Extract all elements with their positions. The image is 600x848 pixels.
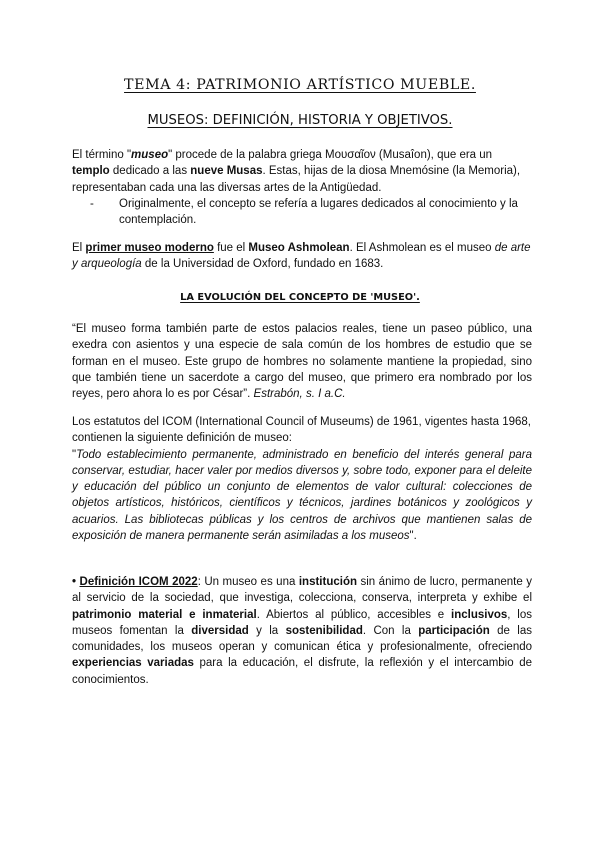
paragraph-text: de las comunidades, los museos operan y comunican ética y profesionalmente, ofreciendo — [72, 624, 533, 654]
primer-museo-term: primer museo moderno — [85, 242, 214, 254]
paragraph-text: . Con la — [362, 624, 419, 637]
museo-ashmolean-term: Museo Ashmolean — [248, 242, 350, 254]
icom-1961-paragraph — [72, 414, 532, 544]
quote-author: Estrabón, s. I a.C. — [253, 388, 346, 401]
paragraph-text: El — [72, 242, 86, 254]
icom-1961-intro: Los estatutos del ICOM (International Council of Museums) de 1961, vigentes hasta 1968, contienen la siguiente definición de museo: — [72, 416, 531, 445]
list-item-text: Originalmente, el concepto se refería a lugares dedicados al conocimiento y la contemplación. — [119, 197, 518, 227]
section-title: MUSEOS: DEFINICIÓN, HISTORIA Y OBJETIVOS. — [147, 113, 453, 128]
paragraph-text: . El Ashmolean es el museo — [349, 242, 495, 254]
museo-term: museo — [131, 149, 169, 161]
templo-term: templo — [72, 165, 110, 178]
intro-paragraph — [72, 147, 532, 228]
nueve-musas-term: nueve Musas — [190, 165, 263, 178]
intro-text: " procede de la palabra griega Μουσαῖον (Musaîon), que era un — [168, 149, 493, 161]
quote-text: “El museo forma también parte de estos palacios reales, tiene un paseo público, una exedra con asientos y una especie de sala común de los hombres de estudio que se forman en el museo. Este grupo de hombres no solamente mantiene la propiedad, sino que también tiene un sacerdote a cargo del museo, que primero era nombrado por los reyes, pero ahora lo es por César”. — [72, 323, 532, 401]
intro-text: El término " — [72, 149, 132, 161]
intro-text: . Estas, hijas de la diosa Mnemósine (la Memoria), representaban cada una las diversas artes de la Antigüedad. — [72, 165, 521, 194]
ashmolean-paragraph — [72, 240, 532, 273]
paragraph-text: . Abiertos al público, accesibles e — [256, 608, 452, 621]
paragraph-text: : Un museo es una — [197, 576, 299, 588]
institucion-term: institución — [298, 576, 357, 588]
evolution-heading: LA EVOLUCIÓN DEL CONCEPTO DE 'MUSEO'. — [180, 292, 420, 303]
sostenibilidad-term: sostenibilidad — [285, 624, 363, 637]
experiencias-term: experiencias variadas — [72, 657, 194, 670]
page-title: TEMA 4: PATRIMONIO ARTÍSTICO MUEBLE. — [124, 77, 476, 93]
paragraph-text: de la Universidad de Oxford, fundado en 1683. — [141, 258, 384, 271]
icom-2022-paragraph — [72, 574, 532, 688]
paragraph-text: , los museos fomentan la — [72, 608, 532, 637]
participacion-term: participación — [418, 624, 490, 637]
inclusivos-term: inclusivos — [451, 608, 508, 621]
paragraph-text: fue el — [213, 242, 249, 254]
arte-arqueologia-term: de arte y arqueología — [72, 242, 531, 271]
paragraph-text: y la — [248, 624, 286, 637]
patrimonio-term: patrimonio material e inmaterial — [72, 608, 257, 621]
icom-2022-label: Definición ICOM 2022 — [79, 576, 198, 588]
quote-mark: ". — [409, 530, 417, 543]
list-item — [72, 196, 532, 229]
bullet-marker: • — [72, 576, 80, 588]
icom-1961-definition: Todo establecimiento permanente, administrado en beneficio del interés general para conservar, estudiar, hacer valer por medios diversos y, sobre todo, exponer para el deleite y educación del público un conjunto de elementos de valor cultural: colecciones de objetos artísticos, históricos, científicos y técnicos, jardines botánicos y zoológicos y acuarios. Las bibliotecas públicas y los centros de archivos que mantienen salas de exposición de manera permanente serán asimiladas a los museos — [72, 448, 532, 543]
diversidad-term: diversidad — [191, 624, 249, 637]
quote-mark: " — [72, 448, 77, 461]
estrabon-quote — [72, 321, 532, 402]
paragraph-text: sin ánimo de lucro, permanente y al servicio de la sociedad, que investiga, colecciona, conserva, interpreta y exhibe el — [72, 576, 532, 605]
paragraph-text: para la educación, el disfrute, la reflexión y el intercambio de conocimientos. — [72, 657, 532, 686]
intro-text: dedicado a las — [109, 165, 191, 178]
dash-marker: - — [90, 197, 94, 210]
